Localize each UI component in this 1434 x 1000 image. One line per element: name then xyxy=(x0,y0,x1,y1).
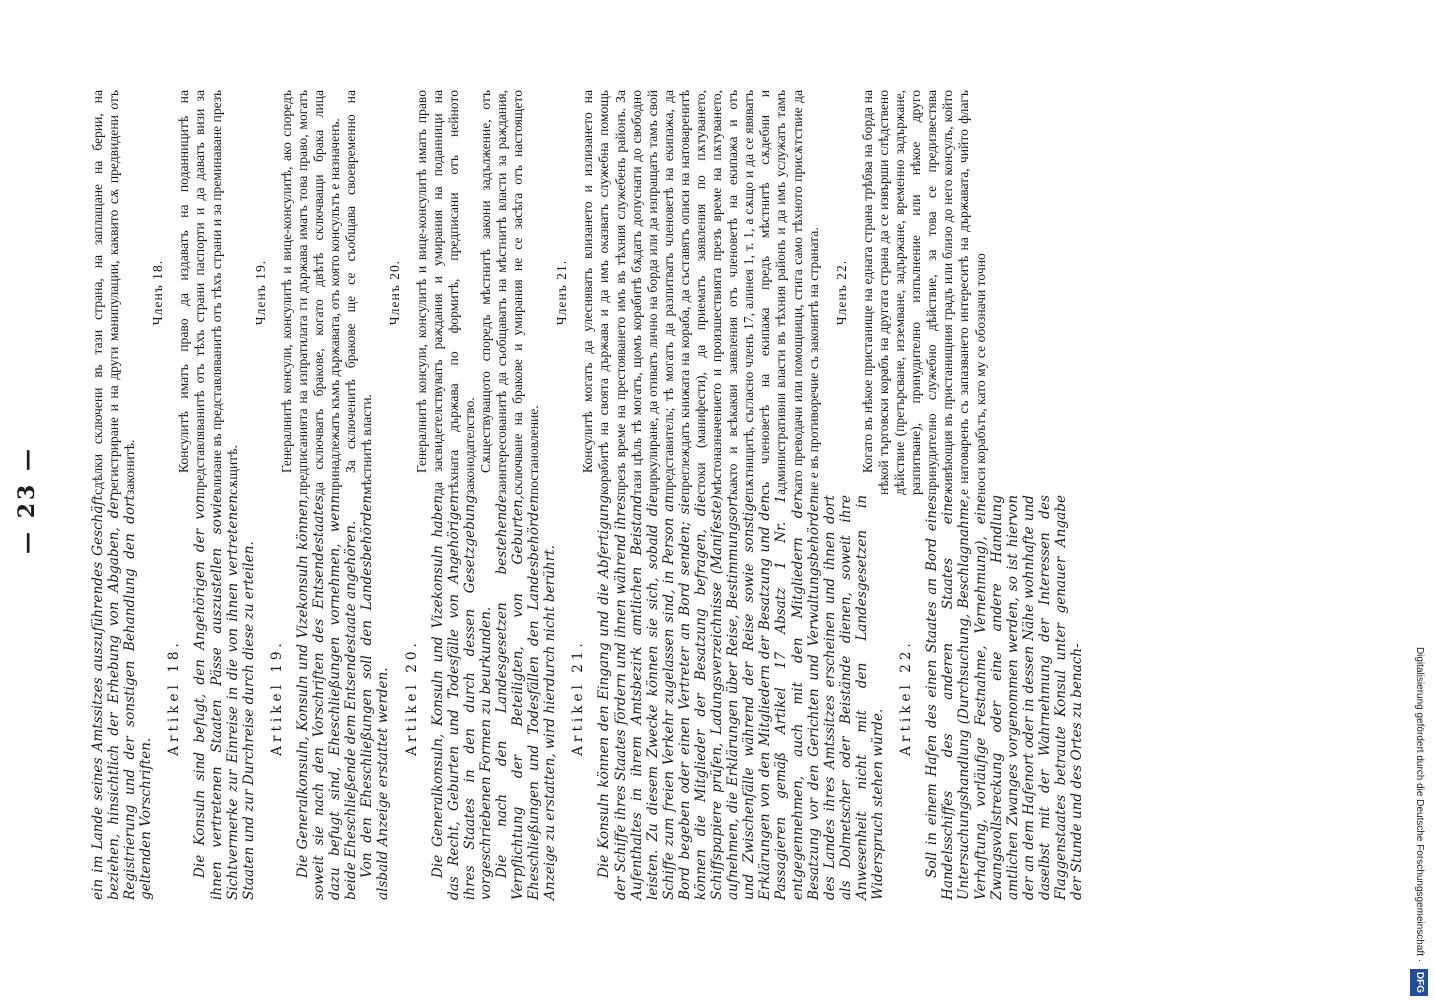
german-article-heading: Artikel 19. xyxy=(268,639,285,756)
german-paragraph: Die nach den Landesgesetzen bestehende Verpflichtung der Beteiligten, von Geburten, Eheschließungen und Todesfällen den Landesbehörden Anzeige zu erstatten, wird hierdurch nicht berührt. xyxy=(493,495,559,900)
german-paragraph: Die Konsuln können den Eingang und die Abfertigung der Schiffe ihres Staates fördern und ihnen während ihres Aufenthaltes in ihrem Amtsbezirk amtlichen Beistand leisten. Zu diesem Zwecke können sie sich, sobald die Schiffe zum freien Verkehr zugelassen sind, in Person an Bord begeben oder einen Vertreter an Bord senden; sie können die Mitglieder der Besatzung befragen, die Schiffspapiere prüfen, Ladungsverzeichnisse (Manifeste) aufnehmen, die Erklärungen über Reise, Bestimmungsort und Zwischenfälle während der Reise sowie sonstige Erklärungen von den Mitgliedern der Besatzung und den Passagieren gemäß Artikel 17 Absatz 1 Nr. 1 entgegennehmen, auch mit den Mitgliedern der Besatzung vor den Gerichten und Verwaltungsbehörden des Landes ihres Amtssitzes erscheinen und ihnen dort als Dolmetscher oder Beistände dienen, soweit ihre Anwesenheit nicht mit den Landesgesetzen in Widerspruch stehen würde. xyxy=(596,495,887,900)
bulgarian-paragraph: сдѣлки сключени въ тази страна, на заплащане на берии, на регистриране и на други манипулации, каквито сѫ предвидени отъ законитѣ. xyxy=(90,90,138,495)
bulgarian-paragraph: Когато въ нѣкое пристанище на едната страна трѣбва на борда на нѣкой търговски корабъ на другата страна да се извърши слѣдствено дѣйствие (претърсване, изземване, задържане, временно задържане, разпитване), принудително изпълнение или нѣкое друго принудително служебно дѣйствие, за това се предизвестява живѣющия въ пристанищния градъ или близо до него консулъ, който е натоваренъ съ запазването интереситѣ на държавата, чийто флагъ носи корабътъ, като му се обозначи точно xyxy=(859,90,988,495)
german-column xyxy=(90,495,1085,900)
bulgarian-column xyxy=(90,90,989,495)
bulgarian-paragraph: Консулитѣ иматъ право да издаватъ на поданницитѣ на представляванитѣ отъ тѣхъ страни паспорти и да даватъ визи за влизане въ представляванитѣ отъ тѣхъ страни и за преминаване презъ сѫщитѣ. xyxy=(176,90,240,495)
german-paragraph: Die Generalkonsuln, Konsuln und Vizekonsuln können, soweit sie nach den Vorschriften des Entsendestaates dazu befugt sind, Eheschließungen vornehmen, wenn beide Eheschließende dem Entsendestaate angehören. xyxy=(294,495,360,900)
bulgarian-paragraph: Генералнитѣ консули, консулитѣ и вице-консулитѣ иматъ право да засвидетелствуватъ раждания и умирания на поданници на тѣхната държава по формитѣ, предписани отъ нейното законодателство. xyxy=(413,90,477,495)
german-paragraph: Soll in einem Hafen des einen Staates an Bord eines Handelsschiffes des anderen Staates eine Untersuchungshandlung (Durchsuchung, Beschlagnahme, Verhaftung, vorläufige Festnahme, Vernehmung), eine Zwangsvollstreckung oder eine andere Handlung amtlichen Zwanges vorgenommen werden, so ist hiervon der an dem Hafenort oder in dessen Nähe wohnhafte und daselbst mit der Wahrnehmung der Interessen des Flaggenstaates betraute Konsul unter genauer Angabe der Stunde und des Ortes zu benach- xyxy=(924,495,1086,900)
german-paragraph: Die Generalkonsuln, Konsuln und Vizekonsuln haben das Recht, Geburten und Todesfälle von Angehörigen ihres Staates in den durch dessen Gesetzgebung vorgeschriebenen Formen zu beurkunden. xyxy=(429,495,494,900)
credit-text: Digitalisierung gefördert durch die Deutsche Forschungsgemeinschaft · xyxy=(1414,646,1425,963)
page-number: — 23 — xyxy=(14,446,40,554)
bulgarian-article-heading: Членъ 22. xyxy=(833,259,849,326)
german-paragraph: ein im Lande seines Amtssitzes auszuführendes Geschäft beziehen, hinsichtlich der Erhebung von Abgaben, der Registrierung und der sonstigen Behandlung den dort geltenden Vorschriften. xyxy=(90,495,155,900)
german-article-heading: Artikel 22. xyxy=(898,639,915,756)
bulgarian-article-heading: Членъ 21. xyxy=(554,259,570,326)
bulgarian-article-heading: Членъ 18. xyxy=(150,259,166,326)
german-paragraph: Die Konsuln sind befugt, den Angehörigen der von ihnen vertretenen Staaten Pässe auszustellen sowie Sichtvermerke zur Einreise in die von ihnen vertretenen Staaten und zur Durchreise durch diese zu erteilen. xyxy=(192,495,257,900)
german-article-heading: Artikel 21. xyxy=(570,639,587,756)
bulgarian-article-heading: Членъ 20. xyxy=(387,259,403,326)
bulgarian-paragraph: Генералнитѣ консули, консулитѣ и вице-консулитѣ, ако споредъ предписанията на изпратилата ги държава иматъ това право, могатъ да сключватъ бракове, когато двѣтѣ сключващи брака лица принадлежатъ къмъ държавата, отъ която консулътъ е назначенъ. xyxy=(278,90,343,495)
bulgarian-paragraph: Сѫществуващото споредъ мѣстнитѣ закони задължение, отъ заинтересованитѣ да съобщаватъ на мѣстнитѣ власти за раждания, сключване на бракове и умирания не се засѣга отъ настоящето постановление. xyxy=(477,90,542,495)
bulgarian-article-heading: Членъ 19. xyxy=(252,259,268,326)
digitization-credit xyxy=(1410,6,1428,996)
german-article-heading: Artikel 18. xyxy=(166,639,183,756)
german-paragraph: Von den Eheschließungen soll den Landesbehörden alsbald Anzeige erstattet werden. xyxy=(359,495,392,900)
bulgarian-paragraph: За сключенитѣ бракове ще се съобщава своевременно на мѣстнитѣ власти. xyxy=(343,90,375,495)
german-article-heading: Artikel 20. xyxy=(403,639,420,756)
dfg-logo: DFG xyxy=(1410,969,1428,996)
bulgarian-paragraph: Консулитѣ могатъ да улесняватъ влизането и излизането на корабитѣ на своята държава и да имъ оказватъ служебна помощь презъ време на престояването имъ въ тѣхния служебенъ районъ. За тази цѣль тѣ могатъ, щомъ корабитѣ бѫдатъ допуснати до свободно циркулиране, да отиватъ лично на борда или да изпращатъ тамъ свой представитель; тѣ могатъ да разпитватъ членоветѣ на екипажа, да преглеждатъ книжата на кораба, да съставятъ описи на натоваренитѣ стоки (манифести), да приематъ заявления по пѫтуването, мѣстоназначението и произшествията презъ време на пѫтуването, както и всѣкакви заявления отъ членоветѣ на екипажа и отъ пѫтницитѣ, съгласно членъ 17, алинея 1, т. 1, а сѫщо и да се явяватъ съ членоветѣ на екипажа предъ мѣстнитѣ сѫдебни и административни власти въ тѣхния районъ и да имъ услужатъ тамъ като преводачи или помощници, стига само тѣхното присѫтствие да не е въ противоречие съ законитѣ на страната. xyxy=(580,90,821,495)
